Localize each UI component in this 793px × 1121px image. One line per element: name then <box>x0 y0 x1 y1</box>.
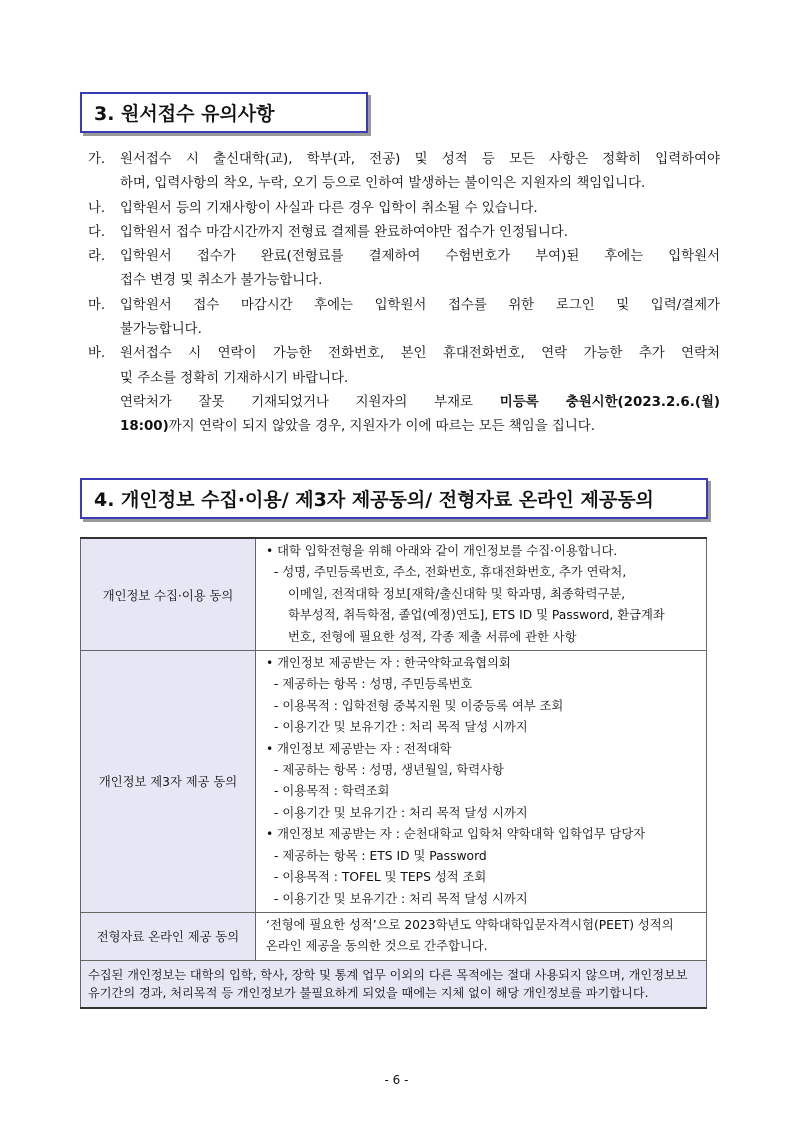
content-line: 이메일, 전적대학 정보[재학/출신대학 및 학과명, 최종학력구분, <box>288 586 626 601</box>
list-item <box>88 294 720 343</box>
content-line: 번호, 전형에 필요한 성적, 각종 제출 서류에 관한 사항 <box>288 629 577 644</box>
item-marker: 마. <box>88 297 106 313</box>
content-line: - 성명, 주민등록번호, 주소, 전화번호, 휴대전화번호, 추가 연락처, <box>274 565 627 580</box>
list-item <box>88 197 720 221</box>
list-item <box>88 342 720 439</box>
item-text: 및 주소를 정확히 기재하시기 바랍니다. <box>120 370 349 386</box>
content-line: ‘전형에 필요한 성적’으로 2023학년도 약학대학입문자격시험(PEET) 성적의 <box>266 917 674 932</box>
contact-note-post: 까지 연락이 되지 않았을 경우, 지원자가 이에 따르는 모든 책임을 집니다. <box>168 419 595 435</box>
content-line: - 이용목적 : 입학전형 중복지원 및 이중등록 여부 조회 <box>274 698 564 713</box>
item-marker: 바. <box>88 346 106 362</box>
list-item <box>88 148 720 197</box>
content-line: - 제공하는 항목 : ETS ID 및 Password <box>274 848 487 863</box>
item-text: 원서접수 시 출신대학(교), 학부(과, 전공) 및 성적 등 모든 사항은 정확히 입력하여야 <box>120 152 720 167</box>
content-line: - 이용기간 및 보유기간 : 처리 목적 달성 시까지 <box>274 805 528 820</box>
content-line: • 개인정보 제공받는 자 : 한국약학교육협의회 <box>266 656 511 671</box>
content-line: - 제공하는 항목 : 성명, 생년월일, 학력사항 <box>274 763 504 778</box>
row-label: 전형자료 온라인 제공 동의 <box>81 912 256 960</box>
content-line: - 이용목적 : TOFEL 및 TEPS 성적 조회 <box>274 870 487 885</box>
item-text: 입학원서 등의 기재사항이 사실과 다른 경우 입학이 취소될 수 있습니다. <box>120 200 538 216</box>
contact-note-deadline: 미등록 충원시한(2023.2.6.(월) <box>499 394 720 410</box>
content-line: • 개인정보 제공받는 자 : 순천대학교 입학처 약학대학 입학업무 담당자 <box>266 827 646 842</box>
list-item <box>88 221 720 245</box>
row-content <box>256 538 707 651</box>
content-line: 온라인 제공을 동의한 것으로 간주합니다. <box>266 939 488 954</box>
section-4-title: 4. 개인정보 수집·이용/ 제3자 제공동의/ 전형자료 온라인 제공동의 <box>80 478 708 519</box>
table-row <box>81 651 707 913</box>
content-line: - 제공하는 항목 : 성명, 주민등록번호 <box>274 677 473 692</box>
item-text: 입학원서 접수 마감시간까지 전형료 결제를 완료하여야만 접수가 인정됩니다. <box>120 224 568 240</box>
item-marker: 다. <box>88 224 106 240</box>
item-text: 불가능합니다. <box>120 322 202 338</box>
item-marker: 라. <box>88 249 106 265</box>
contact-note-deadline-time: 18:00) <box>120 419 169 435</box>
item-marker: 나. <box>88 200 106 216</box>
section-3-items <box>88 148 720 440</box>
row-label: 개인정보 수집·이용 동의 <box>81 538 256 651</box>
row-content <box>256 651 707 913</box>
content-line: - 이용기간 및 보유기간 : 처리 목적 달성 시까지 <box>274 720 528 735</box>
item-text: 입학원서 접수 마감시간 후에는 입학원서 접수를 위한 로그인 및 입력/결제가 <box>120 297 720 313</box>
privacy-note: 수집된 개인정보는 대학의 입학, 학사, 장학 및 통계 업무 이외의 다른 목적에는 절대 사용되지 않으며, 개인정보보유기간의 경과, 처리목적 등 개인정보가 불필요하게 되었을 때에는 지체 없이 해당 개인정보를 파기합니다. <box>81 960 707 1008</box>
section-3-title: 3. 원서접수 유의사항 <box>80 92 368 133</box>
item-text: 원서접수 시 연락이 가능한 전화번호, 본인 휴대전화번호, 연락 가능한 추가 연락처 <box>120 346 720 362</box>
list-item <box>88 245 720 294</box>
consent-table <box>80 537 707 1009</box>
page-number: - 6 - <box>384 1073 409 1087</box>
contact-note-line-1 <box>120 391 720 415</box>
content-line: - 이용목적 : 학력조회 <box>274 784 390 799</box>
contact-note-line-2 <box>120 415 720 439</box>
item-marker: 가. <box>88 152 106 167</box>
item-text: 입학원서 접수가 완료(전형료를 결제하여 수험번호가 부여)된 후에는 입학원서 <box>120 249 720 265</box>
item-text: 접수 변경 및 취소가 불가능합니다. <box>120 273 323 289</box>
contact-note-pre: 연락처가 잘못 기재되었거나 지원자의 부재로 <box>120 394 500 410</box>
table-row <box>81 912 707 960</box>
item-text: 하며, 입력사항의 착오, 누락, 오기 등으로 인하여 발생하는 불이익은 지원자의 책임입니다. <box>120 176 646 192</box>
row-label: 개인정보 제3자 제공 동의 <box>81 651 256 913</box>
table-row <box>81 960 707 1008</box>
content-line: - 이용기간 및 보유기간 : 처리 목적 달성 시까지 <box>274 891 528 906</box>
content-line: • 개인정보 제공받는 자 : 전적대학 <box>266 741 452 756</box>
content-line: • 대학 입학전형을 위해 아래와 같이 개인정보를 수집·이용합니다. <box>266 544 618 558</box>
row-content <box>256 912 707 960</box>
table-row <box>81 538 707 651</box>
content-line: 학부성적, 취득학점, 졸업(예정)연도], ETS ID 및 Password, 환급계좌 <box>288 608 665 623</box>
